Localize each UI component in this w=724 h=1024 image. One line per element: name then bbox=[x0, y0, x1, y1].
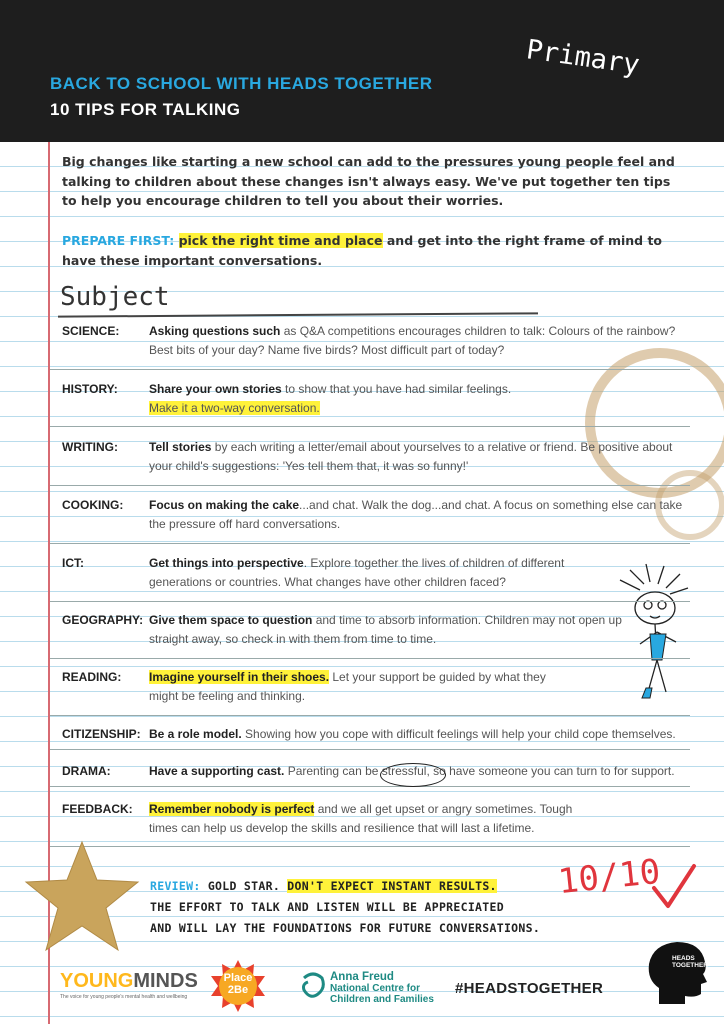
tip-subject: CITIZENSHIP: bbox=[62, 727, 141, 741]
heads-together-logo-text bbox=[672, 955, 708, 969]
tip-rest: by each writing a letter/email about yourselves to a relative or friend. Be positive about your child's suggestions: 'Yes tell them that, it was so funny!' bbox=[149, 440, 673, 473]
tip-text bbox=[149, 668, 569, 706]
youngminds-logo bbox=[60, 970, 198, 1000]
tip-rest: . Explore together the lives of children of different generations or countries. What changes have other children faced? bbox=[149, 556, 565, 589]
tip-rest: to show that you have had similar feelings. bbox=[281, 382, 512, 396]
divider bbox=[50, 369, 690, 370]
place2be-line1: Place bbox=[223, 972, 253, 984]
divider bbox=[50, 715, 690, 716]
prepare-first bbox=[62, 231, 682, 271]
gold-star-icon bbox=[22, 838, 142, 956]
prepare-rest: and get into the right frame of mind to have these important conversations. bbox=[62, 233, 663, 268]
tip-subject: GEOGRAPHY: bbox=[62, 613, 144, 627]
tip-lead: Tell stories bbox=[149, 440, 212, 454]
score-mark: 10/10 bbox=[556, 851, 663, 903]
anna-freud-line2: National Centre for bbox=[330, 983, 421, 994]
divider bbox=[50, 543, 690, 544]
tip-lead: Get things into perspective bbox=[149, 556, 304, 570]
stressful-circle bbox=[380, 763, 446, 787]
place2be-logo bbox=[208, 958, 268, 1014]
review-highlight: DON'T EXPECT INSTANT RESULTS. bbox=[287, 879, 497, 893]
tip-lead: Imagine yourself in their shoes. bbox=[149, 670, 330, 684]
prepare-highlight: pick the right time and place bbox=[178, 233, 383, 248]
subject-heading: Subject bbox=[60, 282, 170, 312]
tip-lead: Asking questions such bbox=[149, 324, 281, 338]
tip-rest: ...and chat. Walk the dog...and chat. A focus on something else can take the pressure off hard conversations. bbox=[149, 498, 683, 531]
subject-underline bbox=[58, 312, 538, 317]
tip-text bbox=[149, 725, 694, 744]
checkmark-icon bbox=[650, 862, 698, 912]
review-line2: THE EFFORT TO TALK AND LISTEN WILL BE APPRECIATED bbox=[150, 900, 504, 914]
tip-text bbox=[149, 611, 659, 649]
divider bbox=[50, 846, 690, 847]
header-banner bbox=[0, 0, 724, 142]
youngminds-young: YOUNG bbox=[60, 970, 134, 992]
anna-freud-name: Anna Freud bbox=[330, 971, 394, 983]
tip-subject: DRAMA: bbox=[62, 764, 111, 778]
tip-rest: Parenting can be stressful, so have someone you can turn to for support. bbox=[284, 764, 675, 778]
divider bbox=[50, 658, 690, 659]
anna-freud-mark-icon bbox=[300, 972, 326, 1002]
divider bbox=[50, 749, 690, 750]
tip-text bbox=[149, 438, 694, 476]
tip-lead: Have a supporting cast. bbox=[149, 764, 285, 778]
tip-subject: ICT: bbox=[62, 556, 84, 570]
tip-lead: Give them space to question bbox=[149, 613, 313, 627]
tip-rest: as Q&A competitions encourages children to talk: Colours of the rainbow? Best bits of your day? Name five birds? Most difficult part of today? bbox=[149, 324, 676, 357]
heads-together-line2: TOGETHER bbox=[672, 962, 708, 969]
tip-lead: Share your own stories bbox=[149, 382, 282, 396]
primary-stamp: Primary bbox=[524, 34, 642, 81]
tip-lead: Be a role model. bbox=[149, 727, 242, 741]
tip-lead: Remember nobody is perfect bbox=[149, 802, 315, 816]
youngminds-tagline: The voice for young people's mental health and wellbeing bbox=[60, 994, 188, 1000]
review-part1: GOLD STAR. bbox=[207, 879, 281, 893]
intro-paragraph: Big changes like starting a new school can add to the pressures young people feel and talking to children about these changes isn't always easy. We've put together ten tips to help you encourage children to tell you about their worries. bbox=[62, 154, 675, 208]
heads-together-logo-icon bbox=[645, 940, 711, 1010]
tip-rest: and we all get upset or angry sometimes. Tough times can help us develop the skills and resilience that will last a lifetime. bbox=[149, 802, 573, 835]
tip-subject: FEEDBACK: bbox=[62, 802, 133, 816]
divider bbox=[50, 485, 690, 486]
youngminds-minds: MINDS bbox=[133, 970, 198, 992]
divider bbox=[50, 426, 690, 427]
anna-freud-line3: Children and Families bbox=[330, 994, 434, 1005]
tip-highlight: Make it a two-way conversation. bbox=[149, 401, 320, 415]
tip-subject: READING: bbox=[62, 670, 122, 684]
hashtag: #HEADSTOGETHER bbox=[455, 980, 604, 997]
tip-subject: SCIENCE: bbox=[62, 324, 120, 338]
tip-rest: Showing how you cope with difficult feelings will help your child cope themselves. bbox=[241, 727, 676, 741]
tip-text bbox=[149, 322, 694, 360]
review-line3: AND WILL LAY THE FOUNDATIONS FOR FUTURE CONVERSATIONS. bbox=[150, 921, 541, 935]
tip-text bbox=[149, 496, 694, 534]
tip-subject: COOKING: bbox=[62, 498, 124, 512]
tip-subject: WRITING: bbox=[62, 440, 118, 454]
place2be-line2: 2Be bbox=[227, 984, 249, 996]
tip-rest: Let your support be guided by what they might be feeling and thinking. bbox=[149, 670, 546, 703]
page-subtitle: 10 TIPS FOR TALKING bbox=[50, 100, 241, 119]
tip-text bbox=[149, 554, 569, 592]
partner-logos bbox=[0, 958, 724, 1018]
heads-together-line1: HEADS bbox=[672, 955, 695, 962]
tip-subject: HISTORY: bbox=[62, 382, 118, 396]
review-label: REVIEW: bbox=[150, 879, 201, 893]
page-title: BACK TO SCHOOL WITH HEADS TOGETHER bbox=[50, 74, 433, 93]
tip-lead: Focus on making the cake bbox=[149, 498, 300, 512]
tip-rest: and time to absorb information. Children may not open up straight away, so check in with them from time to time. bbox=[149, 613, 622, 646]
divider bbox=[50, 786, 690, 787]
divider bbox=[50, 601, 690, 602]
tip-text bbox=[149, 380, 694, 418]
prepare-label: PREPARE FIRST: bbox=[62, 233, 175, 248]
tip-text bbox=[149, 800, 599, 838]
